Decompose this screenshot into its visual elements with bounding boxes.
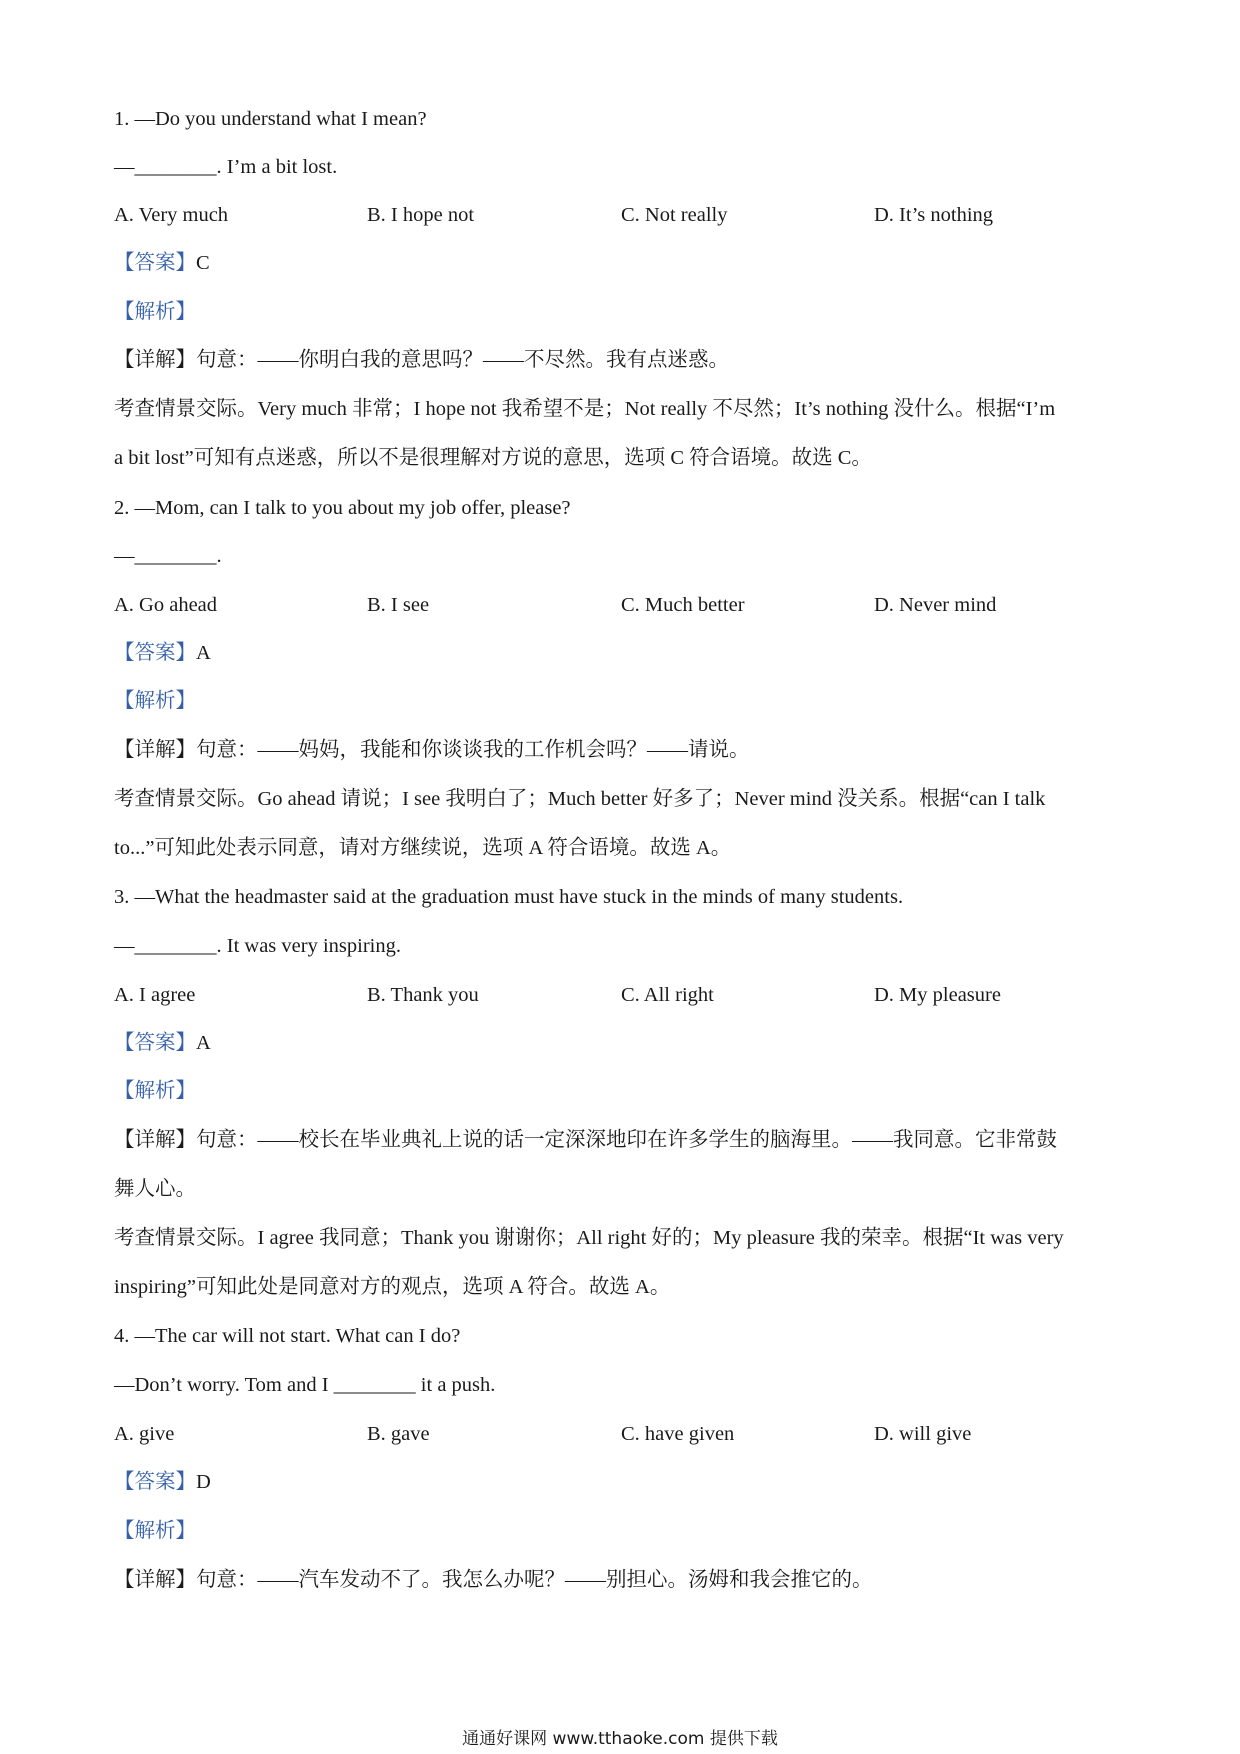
q3-analysis-heading [114,1076,1134,1106]
q2-option-a: A. Go ahead [114,594,218,616]
q2-analysis-heading [114,686,1134,716]
q1-reply: —________. I’m a bit lost. [114,156,338,178]
q1-analysis-line-2: a bit lost”可知有点迷惑，所以不是很理解对方说的意思，选项 C 符合语境。故选 C。 [114,447,872,469]
q4-stem: 4. —The car will not start. What can I do? [114,1325,461,1347]
q1-option-b: B. I hope not [367,204,475,226]
q3-analysis-line-2: inspiring”可知此处是同意对方的观点，选项 A 符合。故选 A。 [114,1276,671,1298]
q2-option-b: B. I see [367,594,430,616]
answer-label: 【答案】 [114,252,196,274]
detail-label: 【详解】 [114,739,196,761]
q3-option-c: C. All right [621,984,714,1006]
q2-detail: 【详解】句意：——妈妈，我能和你谈谈我的工作机会吗？——请说。 [114,739,750,761]
q1-option-d: D. It’s nothing [874,204,994,226]
detail-label: 【详解】 [114,1569,196,1591]
analysis-label: 【解析】 [114,690,196,712]
q4-option-d: D. will give [874,1423,972,1445]
q4-detail: 【详解】句意：——汽车发动不了。我怎么办呢？——别担心。汤姆和我会推它的。 [114,1569,873,1591]
analysis-label: 【解析】 [114,1520,196,1542]
q2-reply: —________. [114,545,222,567]
q3-stem: 3. —What the headmaster said at the graduation must have stuck in the minds of many students. [114,886,904,908]
q1-option-c: C. Not really [621,204,728,226]
analysis-label: 【解析】 [114,1080,196,1102]
q3-option-b: B. Thank you [367,984,479,1006]
q3-reply: —________. It was very inspiring. [114,935,401,957]
q4-option-c: C. have given [621,1423,735,1445]
q4-reply: —Don’t worry. Tom and I ________ it a push. [114,1374,496,1396]
q3-answer [114,1028,1134,1058]
q4-analysis-heading [114,1516,1134,1546]
q3-option-a: A. I agree [114,984,196,1006]
q1-analysis-line-1: 考查情景交际。Very much 非常；I hope not 我希望不是；Not really 不尽然；It’s nothing 没什么。根据“I’m [114,398,1056,420]
q2-analysis-line-2: to...”可知此处表示同意，请对方继续说，选项 A 符合语境。故选 A。 [114,837,732,859]
q1-stem: 1. —Do you understand what I mean? [114,108,427,130]
q3-option-d: D. My pleasure [874,984,1001,1006]
q1-detail: 【详解】句意：——你明白我的意思吗？——不尽然。我有点迷惑。 [114,349,729,371]
q1-answer [114,248,1134,278]
q4-answer [114,1467,1134,1497]
q4-answer-value: D [196,1471,211,1493]
q3-detail: 【详解】句意：——校长在毕业典礼上说的话一定深深地印在许多学生的脑海里。——我同意。它非常鼓 [114,1129,1057,1151]
q3-detail-cont: 舞人心。 [114,1178,196,1200]
q1-answer-value: C [196,252,210,274]
q2-option-d: D. Never mind [874,594,997,616]
page-footer: 通通好课网 www.tthaoke.com 提供下载 [462,1729,778,1749]
q3-answer-value: A [196,1032,211,1054]
detail-label: 【详解】 [114,1129,196,1151]
analysis-label: 【解析】 [114,301,196,323]
q2-option-c: C. Much better [621,594,745,616]
q4-option-a: A. give [114,1423,175,1445]
answer-label: 【答案】 [114,642,196,664]
q2-answer [114,638,1134,668]
q2-analysis-line-1: 考查情景交际。Go ahead 请说；I see 我明白了；Much better 好多了；Never mind 没关系。根据“can I talk [114,788,1046,810]
answer-label: 【答案】 [114,1032,196,1054]
q1-option-a: A. Very much [114,204,229,226]
q3-analysis-line-1: 考查情景交际。I agree 我同意；Thank you 谢谢你；All right 好的；My pleasure 我的荣幸。根据“It was very [114,1227,1064,1249]
answer-label: 【答案】 [114,1471,196,1493]
q4-option-b: B. gave [367,1423,430,1445]
q2-stem: 2. —Mom, can I talk to you about my job offer, please? [114,497,571,519]
detail-label: 【详解】 [114,349,196,371]
q2-answer-value: A [196,642,211,664]
q1-analysis-heading [114,297,1134,327]
